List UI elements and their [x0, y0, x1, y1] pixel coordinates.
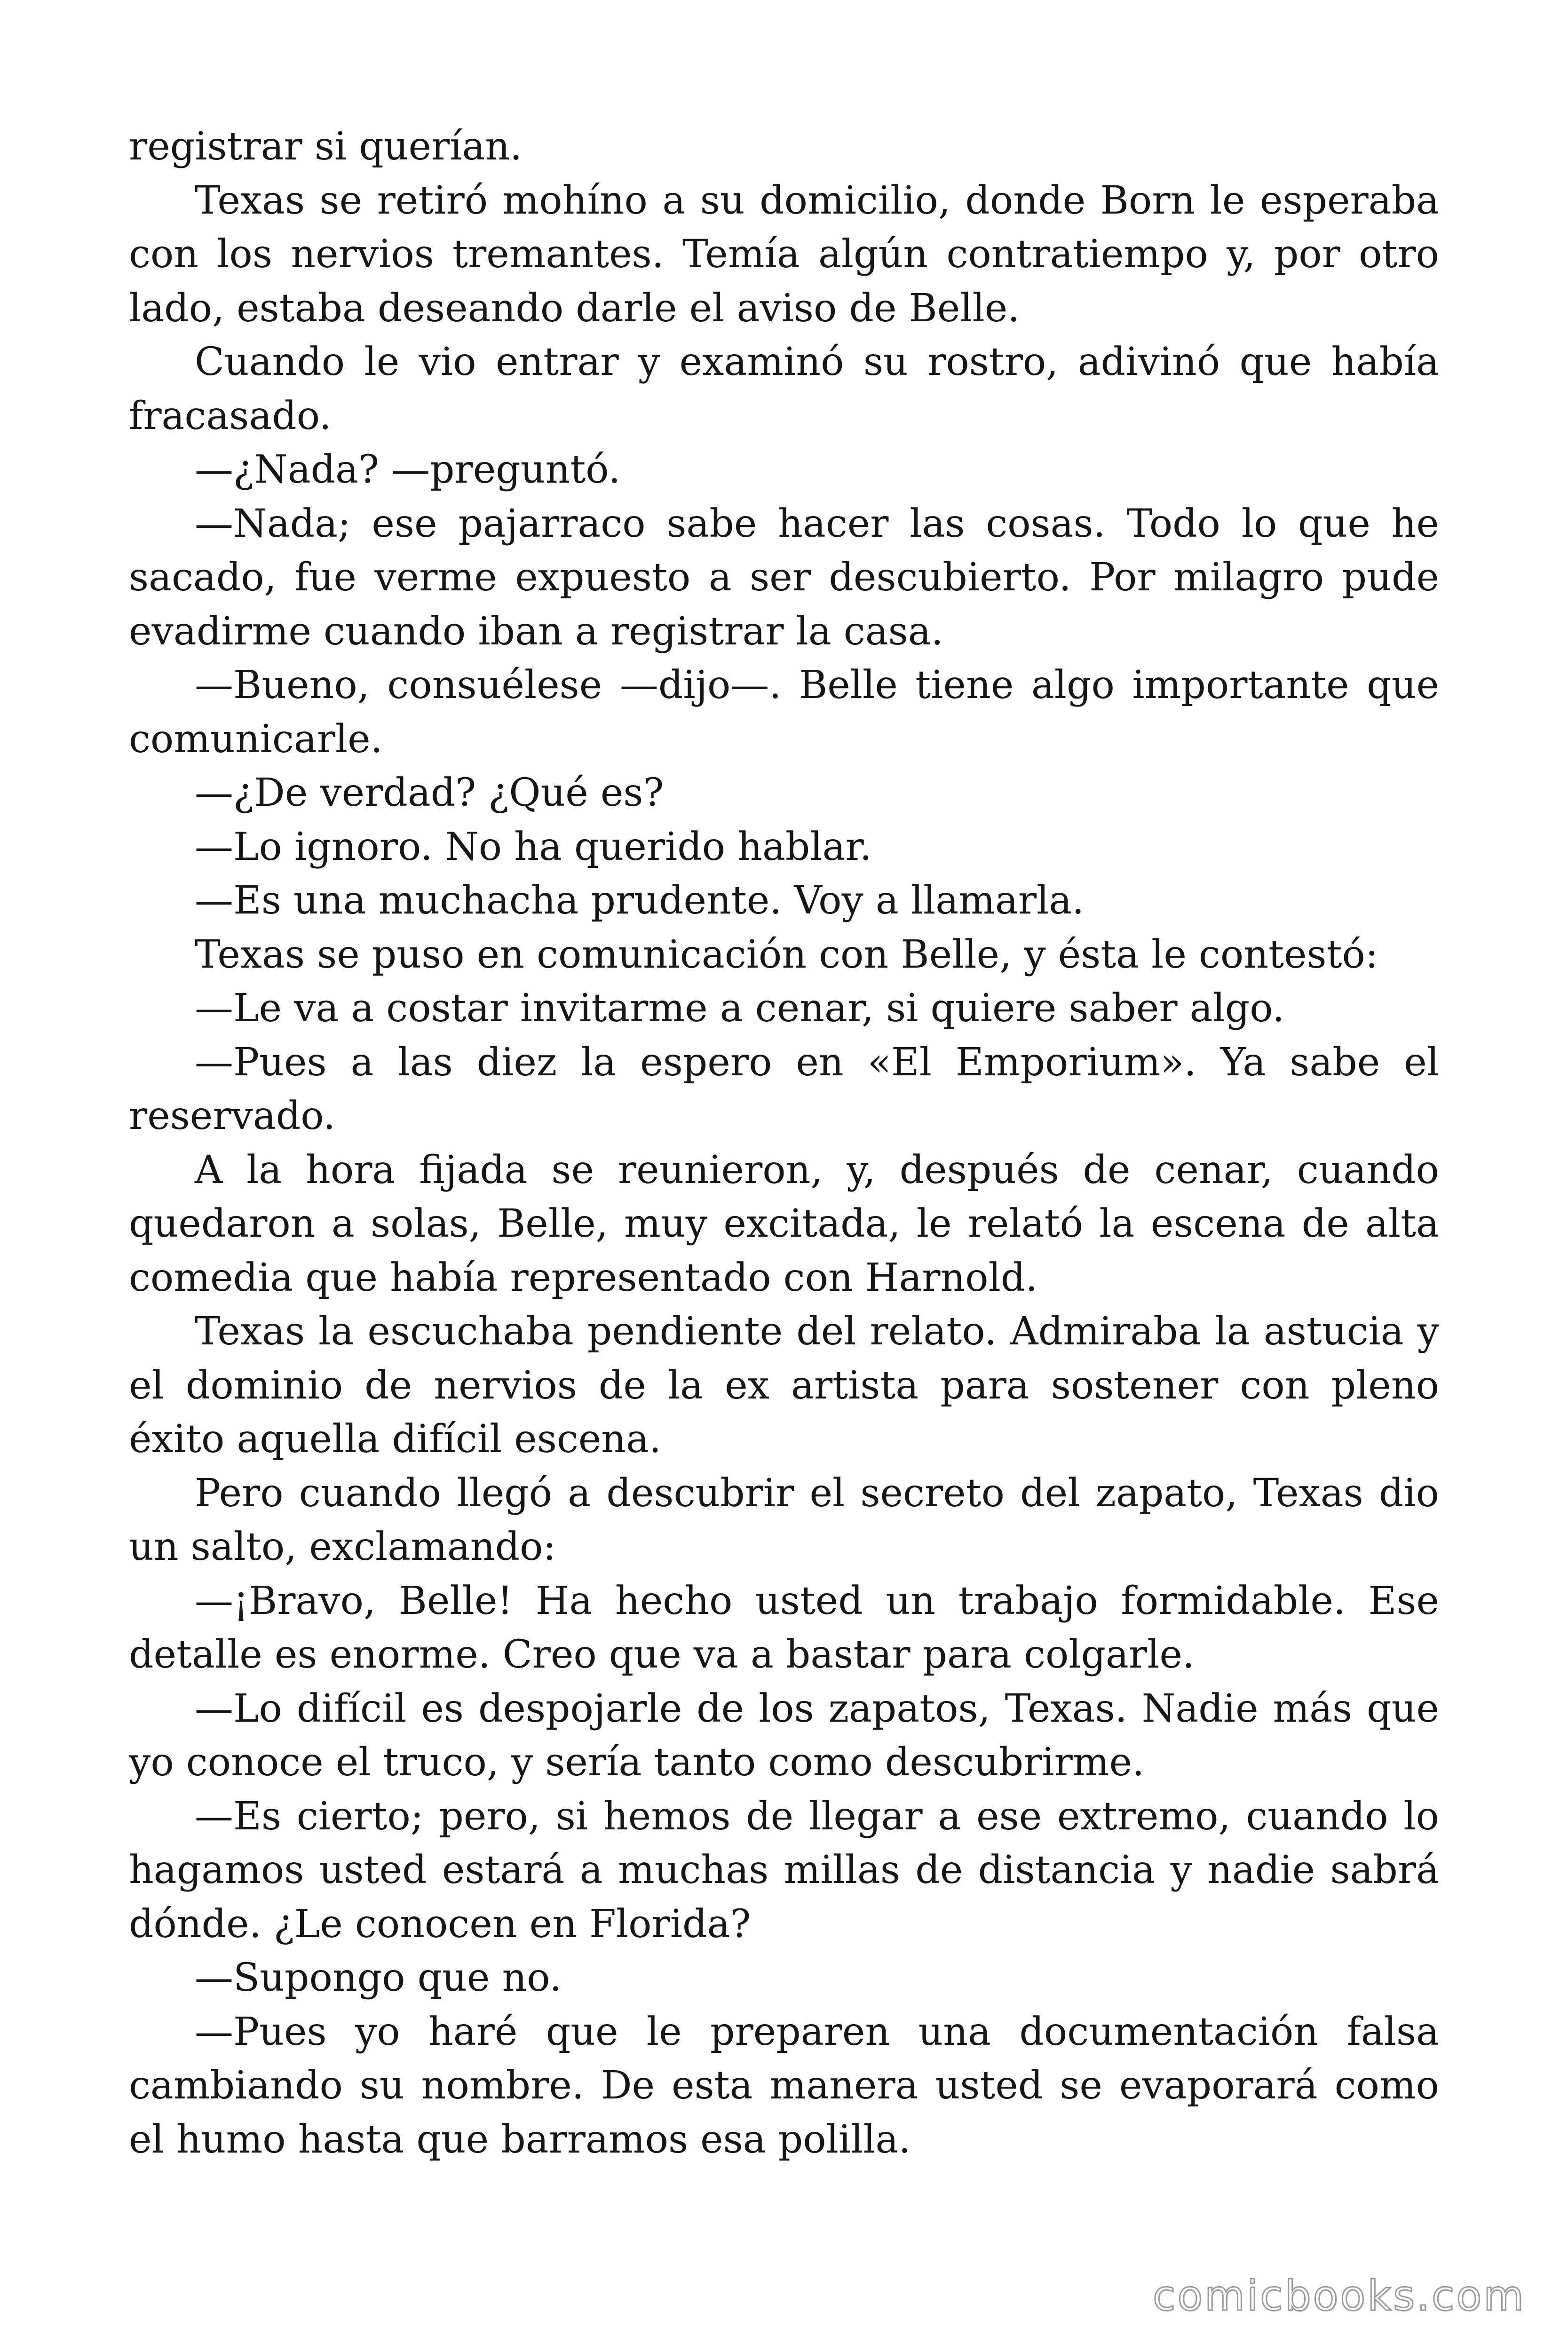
paragraph-3: Cuando le vio entrar y examinó su rostro, adivinó que había fracasado.: [129, 340, 1439, 438]
paragraph-14: Texas la escuchaba pendiente del relato. Admiraba la astucia y el dominio de nervios de la ex artista para sostener con pleno éxito aquella difícil escena.: [129, 1309, 1439, 1462]
paragraph-20: —Pues yo haré que le preparen una documentación falsa cambiando su nombre. De esta manera usted se evaporará como el humo hasta que barramos esa polilla.: [129, 2009, 1439, 2162]
paragraph-11: —Le va a costar invitarme a cenar, si quiere saber algo.: [195, 986, 1285, 1031]
paragraph-13: A la hora fijada se reunieron, y, después de cenar, cuando quedaron a solas, Belle, muy excitada, le relató la escena de alta comedia que había representado con Harnold.: [129, 1147, 1439, 1300]
watermark-logo: comicbooks.com: [1152, 2272, 1526, 2320]
paragraph-16: —¡Bravo, Belle! Ha hecho usted un trabajo formidable. Ese detalle es enorme. Creo que va a bastar para colgarle.: [129, 1578, 1439, 1677]
paragraph-7: —¿De verdad? ¿Qué es?: [195, 771, 664, 815]
paragraph-5: —Nada; ese pajarraco sabe hacer las cosas. Todo lo que he sacado, fue verme expuesto a ser descubierto. Por milagro pude evadirme cuando iban a registrar la casa.: [129, 501, 1439, 654]
paragraph-15: Pero cuando llegó a descubrir el secreto del zapato, Texas dio un salto, exclamando:: [129, 1470, 1439, 1569]
paragraph-1: registrar si querían.: [129, 124, 523, 169]
paragraph-6: —Bueno, consuélese —dijo—. Belle tiene algo importante que comunicarle.: [129, 663, 1439, 762]
book-page-text: [129, 120, 1439, 2167]
paragraph-4: —¿Nada? —preguntó.: [195, 447, 621, 492]
paragraph-9: —Es una muchacha prudente. Voy a llamarla.: [195, 878, 1085, 923]
paragraph-17: —Lo difícil es despojarle de los zapatos, Texas. Nadie más que yo conoce el truco, y sería tanto como descubrirme.: [129, 1686, 1439, 1785]
paragraph-10: Texas se puso en comunicación con Belle, y ésta le contestó:: [195, 932, 1378, 977]
paragraph-2: Texas se retiró mohíno a su domicilio, donde Born le esperaba con los nervios tremantes. Temía algún contratiempo y, por otro lado, estaba deseando darle el aviso de Belle.: [129, 178, 1439, 331]
paragraph-12: —Pues a las diez la espero en «El Emporium». Ya sabe el reservado.: [129, 1040, 1439, 1138]
paragraph-8: —Lo ignoro. No ha querido hablar.: [195, 824, 872, 869]
paragraph-18: —Es cierto; pero, si hemos de llegar a ese extremo, cuando lo hagamos usted estará a muchas millas de distancia y nadie sabrá dónde. ¿Le conocen en Florida?: [129, 1794, 1439, 1947]
paragraph-19: —Supongo que no.: [195, 1955, 562, 2000]
